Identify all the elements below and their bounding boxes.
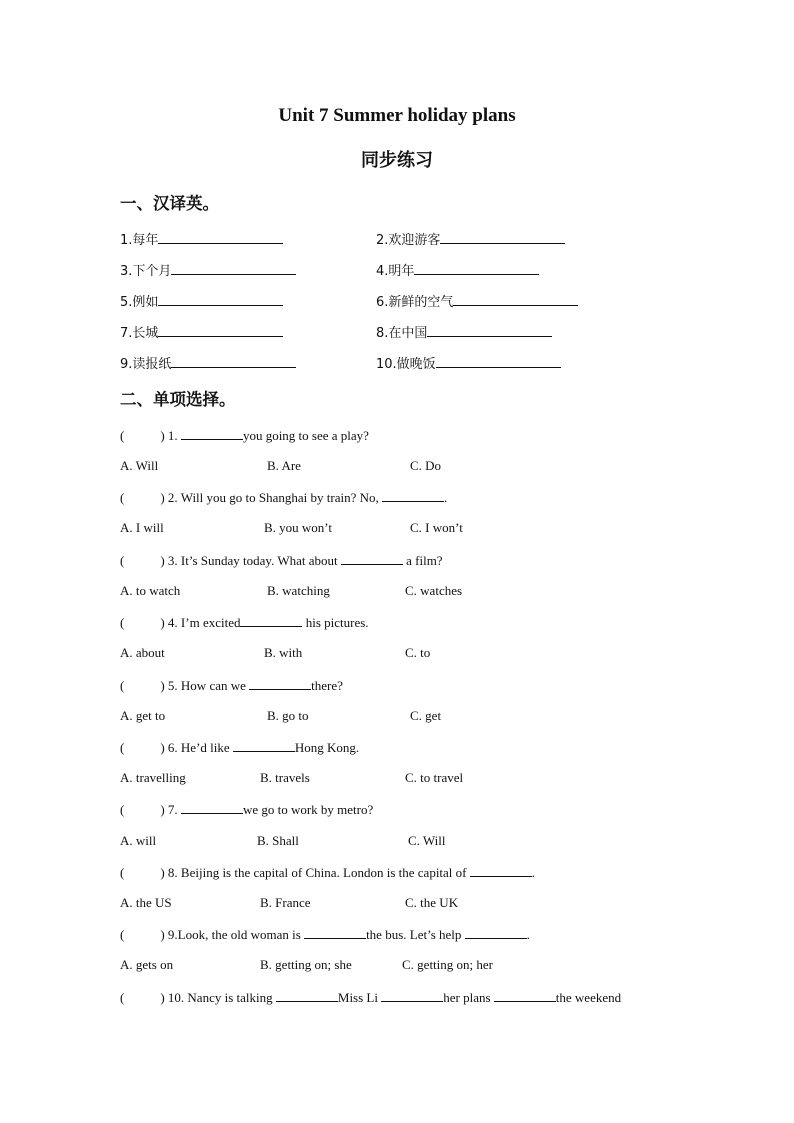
option-a[interactable]: A. get to — [120, 708, 166, 723]
translation-item: 4.明年 — [376, 260, 539, 279]
answer-blank[interactable] — [414, 262, 539, 275]
question-9: ( ) 9.Look, the old woman is the bus. Let’s help . — [120, 927, 530, 942]
translation-item: 2.欢迎游客 — [376, 229, 565, 248]
question-3: ( ) 3. It’s Sunday today. What about a film? — [120, 553, 443, 568]
option-b[interactable]: B. France — [260, 895, 311, 910]
option-c[interactable]: C. get — [410, 708, 442, 723]
translation-item: 10.做晚饭 — [376, 353, 561, 372]
question-blank[interactable] — [494, 989, 556, 1002]
question-blank[interactable] — [465, 926, 527, 939]
question-blank[interactable] — [276, 989, 338, 1002]
option-b[interactable]: B. go to — [267, 708, 309, 723]
question-7: ( ) 7. we go to work by metro? — [120, 802, 374, 817]
option-a[interactable]: A. to watch — [120, 583, 181, 598]
question-blank[interactable] — [181, 801, 243, 814]
question-blank[interactable] — [470, 864, 532, 877]
section-heading-choice: 二、单项选择。 — [120, 390, 236, 409]
option-b[interactable]: B. Are — [267, 458, 301, 473]
answer-blank[interactable] — [436, 355, 561, 368]
option-c[interactable]: C. the UK — [405, 895, 459, 910]
option-c[interactable]: C. to — [405, 645, 431, 660]
option-c[interactable]: C. getting on; her — [402, 957, 493, 972]
option-b[interactable]: B. watching — [267, 583, 330, 598]
option-c[interactable]: C. I won’t — [410, 520, 463, 535]
option-a[interactable]: A. about — [120, 645, 165, 660]
option-b[interactable]: B. with — [264, 645, 303, 660]
answer-blank[interactable] — [171, 355, 296, 368]
answer-blank[interactable] — [453, 293, 578, 306]
answer-blank[interactable] — [158, 231, 283, 244]
question-4: ( ) 4. I’m excited his pictures. — [120, 615, 369, 630]
question-5: ( ) 5. How can we there? — [120, 678, 343, 693]
answer-blank[interactable] — [171, 262, 296, 275]
option-c[interactable]: C. to travel — [405, 770, 464, 785]
translation-item: 7.长城 — [120, 322, 283, 341]
option-b[interactable]: B. travels — [260, 770, 310, 785]
question-6: ( ) 6. He’d like Hong Kong. — [120, 740, 360, 755]
option-a[interactable]: A. I will — [120, 520, 164, 535]
section-heading-translation: 一、汉译英。 — [120, 194, 219, 213]
question-blank[interactable] — [381, 989, 443, 1002]
option-c[interactable]: C. Do — [410, 458, 442, 473]
option-a[interactable]: A. will — [120, 833, 157, 848]
page-title: Unit 7 Summer holiday plans — [278, 105, 516, 126]
question-blank[interactable] — [181, 427, 243, 440]
option-b[interactable]: B. getting on; she — [260, 957, 352, 972]
question-8: ( ) 8. Beijing is the capital of China. London is the capital of . — [120, 865, 535, 880]
translation-item: 1.每年 — [120, 229, 283, 248]
option-a[interactable]: A. gets on — [120, 957, 174, 972]
option-b[interactable]: B. you won’t — [264, 520, 333, 535]
question-blank[interactable] — [382, 489, 444, 502]
answer-blank[interactable] — [440, 231, 565, 244]
translation-item: 9.读报纸 — [120, 353, 296, 372]
question-blank[interactable] — [249, 677, 311, 690]
page-subtitle: 同步练习 — [361, 150, 433, 171]
answer-blank[interactable] — [158, 293, 283, 306]
question-blank[interactable] — [341, 552, 403, 565]
option-a[interactable]: A. travelling — [120, 770, 186, 785]
question-blank[interactable] — [240, 614, 302, 627]
option-b[interactable]: B. Shall — [257, 833, 299, 848]
question-10: ( ) 10. Nancy is talking Miss Li her plans the weekend — [120, 990, 622, 1005]
question-blank[interactable] — [233, 739, 295, 752]
question-2: ( ) 2. Will you go to Shanghai by train? No, . — [120, 490, 448, 505]
question-1: ( ) 1. you going to see a play? — [120, 428, 369, 443]
translation-item: 3.下个月 — [120, 260, 296, 279]
answer-blank[interactable] — [427, 324, 552, 337]
translation-item: 6.新鲜的空气 — [376, 291, 578, 310]
answer-blank[interactable] — [158, 324, 283, 337]
translation-item: 5.例如 — [120, 291, 283, 310]
question-blank[interactable] — [304, 926, 366, 939]
option-c[interactable]: C. watches — [405, 583, 463, 598]
option-a[interactable]: A. the US — [120, 895, 172, 910]
option-a[interactable]: A. Will — [120, 458, 159, 473]
translation-item: 8.在中国 — [376, 322, 552, 341]
option-c[interactable]: C. Will — [408, 833, 446, 848]
